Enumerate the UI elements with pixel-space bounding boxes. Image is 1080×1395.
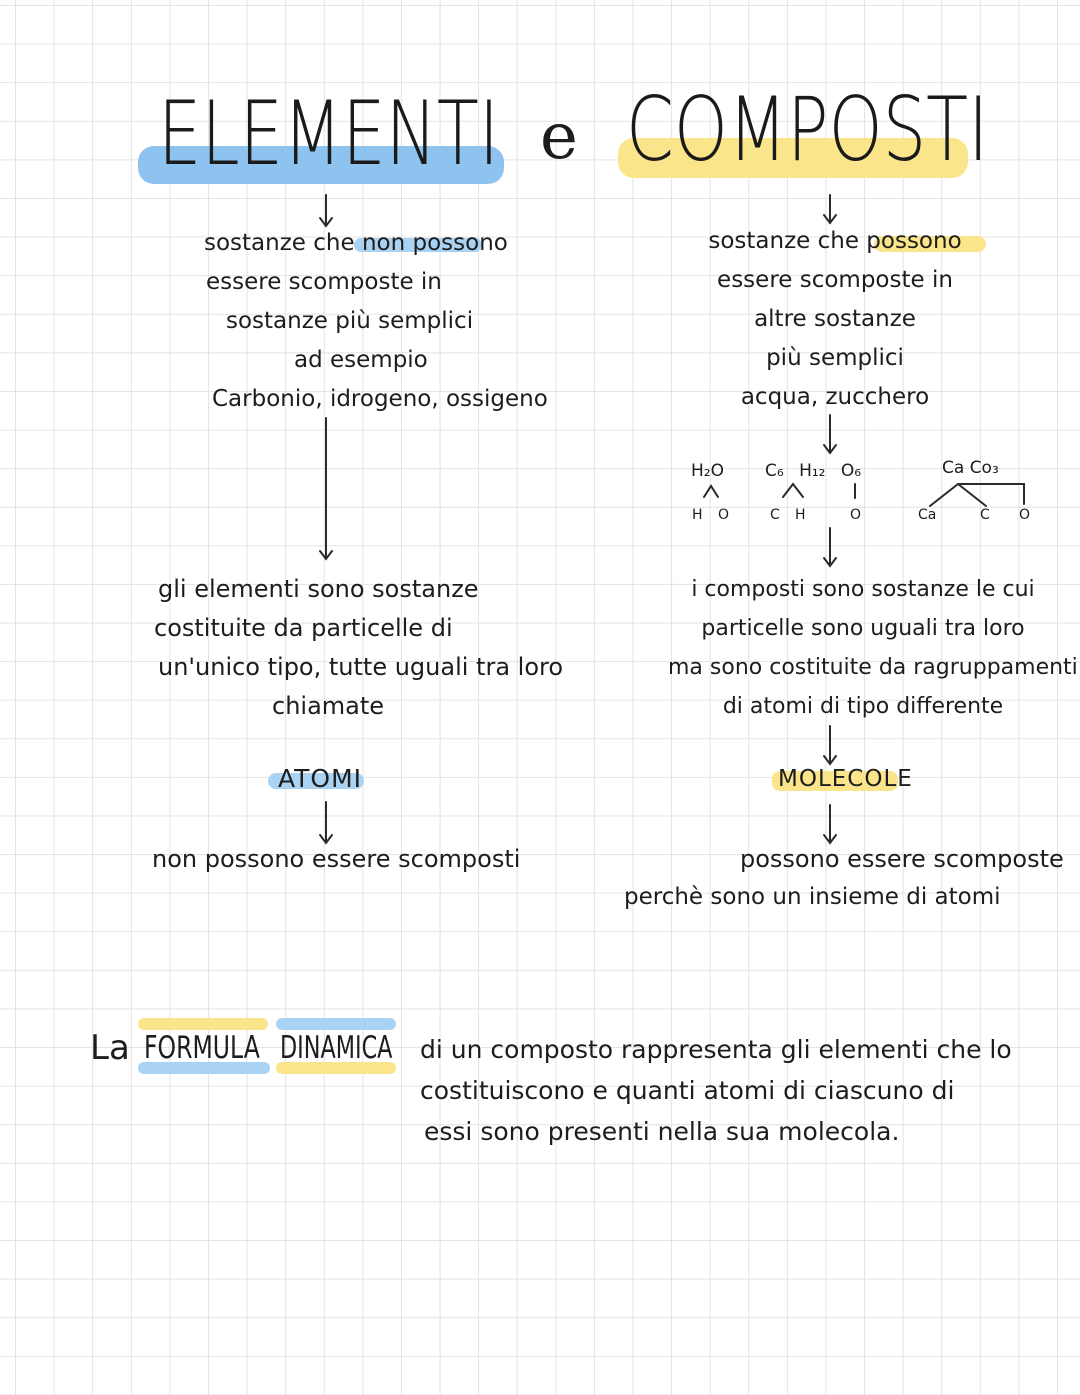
- compounds-def-line: altre sostanze: [754, 306, 916, 332]
- compounds-def-line: più semplici: [766, 345, 904, 371]
- elements-description: [150, 570, 564, 726]
- elements-desc-line: costituite da particelle di: [154, 614, 453, 642]
- tree-caco3: [930, 484, 1024, 506]
- title-compounds: COMPOSTI: [626, 78, 989, 181]
- compounds-def-line: acqua, zucchero: [740, 384, 930, 410]
- arrow-elements-1: [320, 195, 332, 226]
- elements-desc-line: chiamate: [272, 692, 385, 720]
- formula-description-line: costituiscono e quanti atomi di ciascuno di: [420, 1076, 955, 1105]
- atom-label: O: [718, 507, 730, 523]
- elements-conclusion: non possono essere scomposti: [152, 845, 521, 873]
- atom-label: H: [692, 507, 703, 523]
- compounds-desc-line: i composti sono sostanze le cui: [691, 577, 1035, 602]
- atom-label: O: [850, 507, 862, 523]
- compounds-desc-line: di atomi di tipo differente: [722, 694, 1004, 719]
- arrow-compounds-5: [824, 805, 836, 843]
- arrow-compounds-2: [824, 415, 836, 453]
- formula-sugar: C₆ H₁₂ O₆: [765, 461, 862, 481]
- formula-description-line: essi sono presenti nella sua molecola.: [424, 1117, 900, 1146]
- formula-term-1: FORMULA: [144, 1030, 260, 1066]
- title-elements: ELEMENTI: [158, 82, 500, 185]
- elements-def-line: ad esempio: [294, 347, 428, 373]
- compounds-description: [668, 570, 1078, 726]
- formula-prefix: La: [90, 1028, 130, 1068]
- arrow-compounds-1: [824, 195, 836, 223]
- formula-description-line: di un composto rappresenta gli elementi che lo: [420, 1035, 1012, 1064]
- tree-water: [704, 486, 718, 497]
- formula-caco3: Ca Co₃: [942, 458, 999, 478]
- title-connector: e: [540, 100, 578, 174]
- compounds-definition: [690, 222, 980, 417]
- compounds-desc-line: ma sono costituite da ragruppamenti: [668, 655, 1078, 680]
- elements-desc-line: gli elementi sono sostanze: [158, 575, 479, 603]
- elements-def-line: sostanze più semplici: [226, 308, 474, 334]
- arrow-compounds-3: [824, 528, 836, 566]
- formula-yellow-highlight-1: [138, 1018, 268, 1030]
- atomi-label: ATOMI: [278, 764, 363, 793]
- molecole-label: MOLECOLE: [778, 766, 913, 792]
- elements-def-line: Carbonio, idrogeno, ossigeno: [212, 386, 548, 412]
- formula-water: H₂O: [691, 461, 724, 481]
- atom-label: H: [795, 507, 806, 523]
- elements-def-line: essere scomposte in: [206, 269, 442, 295]
- tree-sugar: [783, 484, 855, 498]
- elements-desc-line: un'unico tipo, tutte uguali tra loro: [158, 653, 564, 681]
- compounds-conclusion-2: perchè sono un insieme di atomi: [624, 884, 1001, 910]
- compounds-def-line: sostanze che possono: [708, 228, 962, 254]
- atom-label: O: [1019, 507, 1031, 523]
- elements-def-line: sostanze che non possono: [204, 230, 508, 256]
- compounds-def-line: essere scomposte in: [717, 267, 953, 293]
- atom-label: C: [770, 507, 780, 523]
- compounds-conclusion-1: possono essere scomposte: [740, 845, 1064, 873]
- compounds-desc-line: particelle sono uguali tra loro: [701, 616, 1025, 641]
- atom-label: Ca: [918, 507, 937, 523]
- dinamica-blue-highlight: [276, 1018, 396, 1030]
- arrow-elements-3: [320, 802, 332, 843]
- elements-definition: [180, 224, 550, 419]
- arrow-elements-2: [320, 418, 332, 559]
- formula-term-2: DINAMICA: [280, 1030, 393, 1066]
- arrow-compounds-4: [824, 726, 836, 764]
- atom-label: C: [980, 507, 990, 523]
